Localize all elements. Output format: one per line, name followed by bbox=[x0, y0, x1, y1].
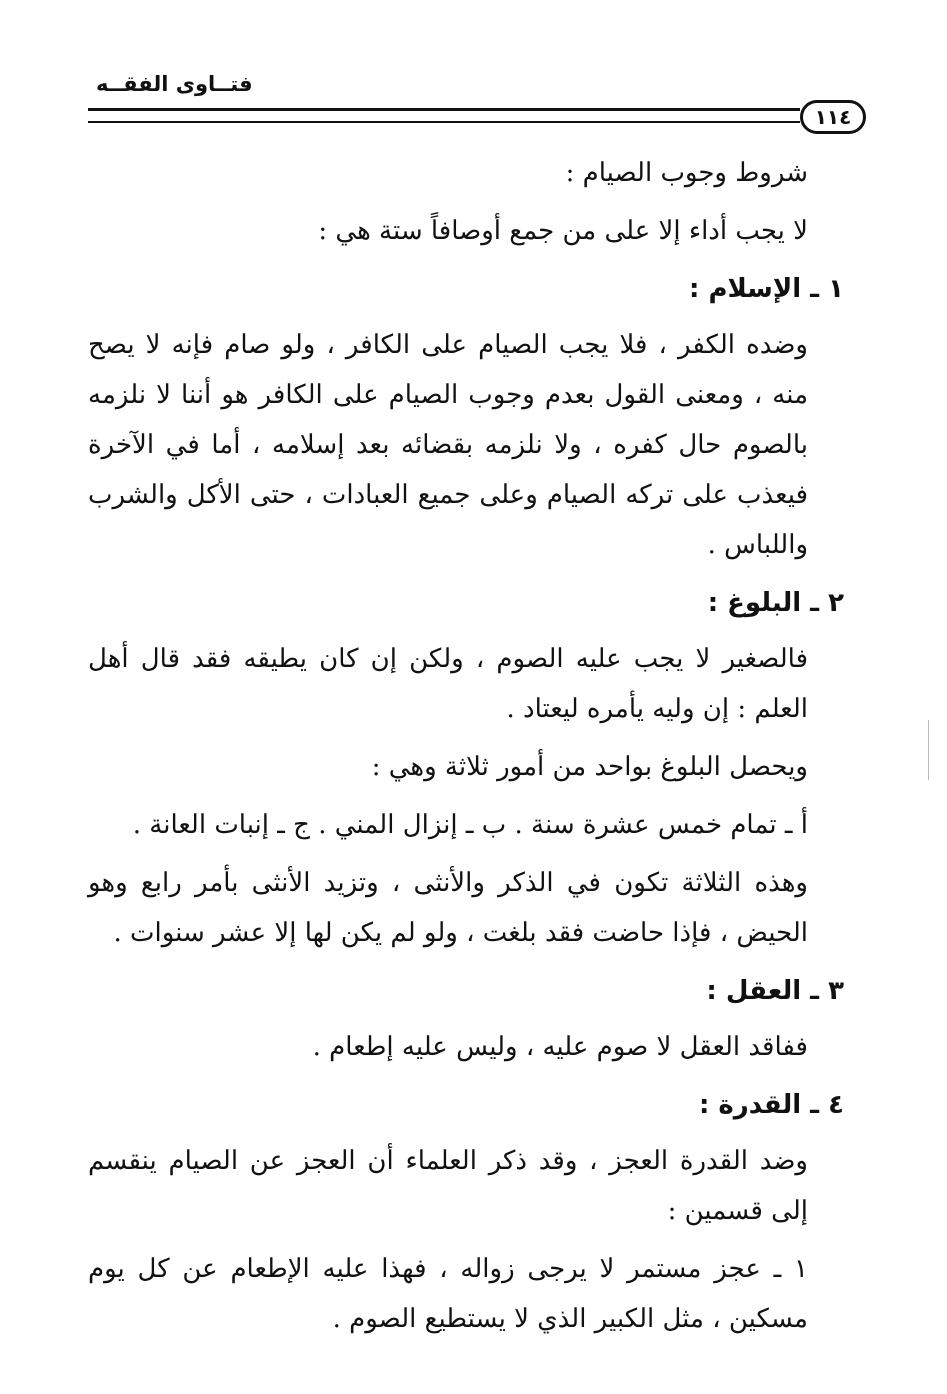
paragraph: ويحصل البلوغ بواحد من أمور ثلاثة وهي : bbox=[371, 752, 808, 782]
heading-puberty: ٢ ـ البلوغ : bbox=[707, 588, 844, 618]
heading-ability: ٤ ـ القدرة : bbox=[698, 1090, 844, 1120]
section-intro: لا يجب أداء إلا على من جمع أوصافاً ستة هي : bbox=[318, 216, 808, 246]
paragraph: ١ ـ عجز مستمر لا يرجى زواله ، فهذا عليه الإطعام عن كل يوم مسكين ، مثل الكبير الذي لا يستطيع الصوم . bbox=[88, 1254, 808, 1334]
paragraph: وضد القدرة العجز ، وقد ذكر العلماء أن العجز عن الصيام ينقسم إلى قسمين : bbox=[88, 1146, 808, 1226]
section-title: شروط وجوب الصيام : bbox=[565, 158, 808, 188]
header-rule-thin bbox=[88, 121, 800, 123]
paragraph: أ ـ تمام خمس عشرة سنة . ب ـ إنزال المني . ج ـ إنبات العانة . bbox=[132, 810, 808, 840]
heading-sanity: ٣ ـ العقل : bbox=[706, 976, 844, 1006]
heading-islam: ١ ـ الإسلام : bbox=[689, 274, 844, 304]
header-rule-thick bbox=[88, 108, 800, 111]
paragraph: وضده الكفر ، فلا يجب الصيام على الكافر ، ولو صام فإنه لا يصح منه ، ومعنى القول بعدم وجوب الصيام على الكافر هو أننا لا نلزمه بالصوم حال كفره ، ولا نلزمه بقضائه بعد إسلامه ، أما في الآخرة فيعذب على تركه الصيام وعلى جميع العبادات ، حتى الأكل والشرب واللباس . bbox=[88, 330, 808, 560]
page-number: ١١٤ bbox=[800, 100, 866, 134]
book-title: فتــاوى الفقــه bbox=[96, 72, 253, 96]
paragraph: ففاقد العقل لا صوم عليه ، وليس عليه إطعام . bbox=[312, 1032, 808, 1062]
scan-mark bbox=[928, 720, 929, 780]
paragraph: وهذه الثلاثة تكون في الذكر والأنثى ، وتزيد الأنثى بأمر رابع وهو الحيض ، فإذا حاضت فقد بلغت ، ولو لم يكن لها إلا عشر سنوات . bbox=[88, 868, 808, 948]
page-body bbox=[88, 148, 844, 1352]
paragraph: فالصغير لا يجب عليه الصوم ، ولكن إن كان يطيقه فقد قال أهل العلم : إن وليه يأمره ليعتاد . bbox=[88, 644, 808, 724]
